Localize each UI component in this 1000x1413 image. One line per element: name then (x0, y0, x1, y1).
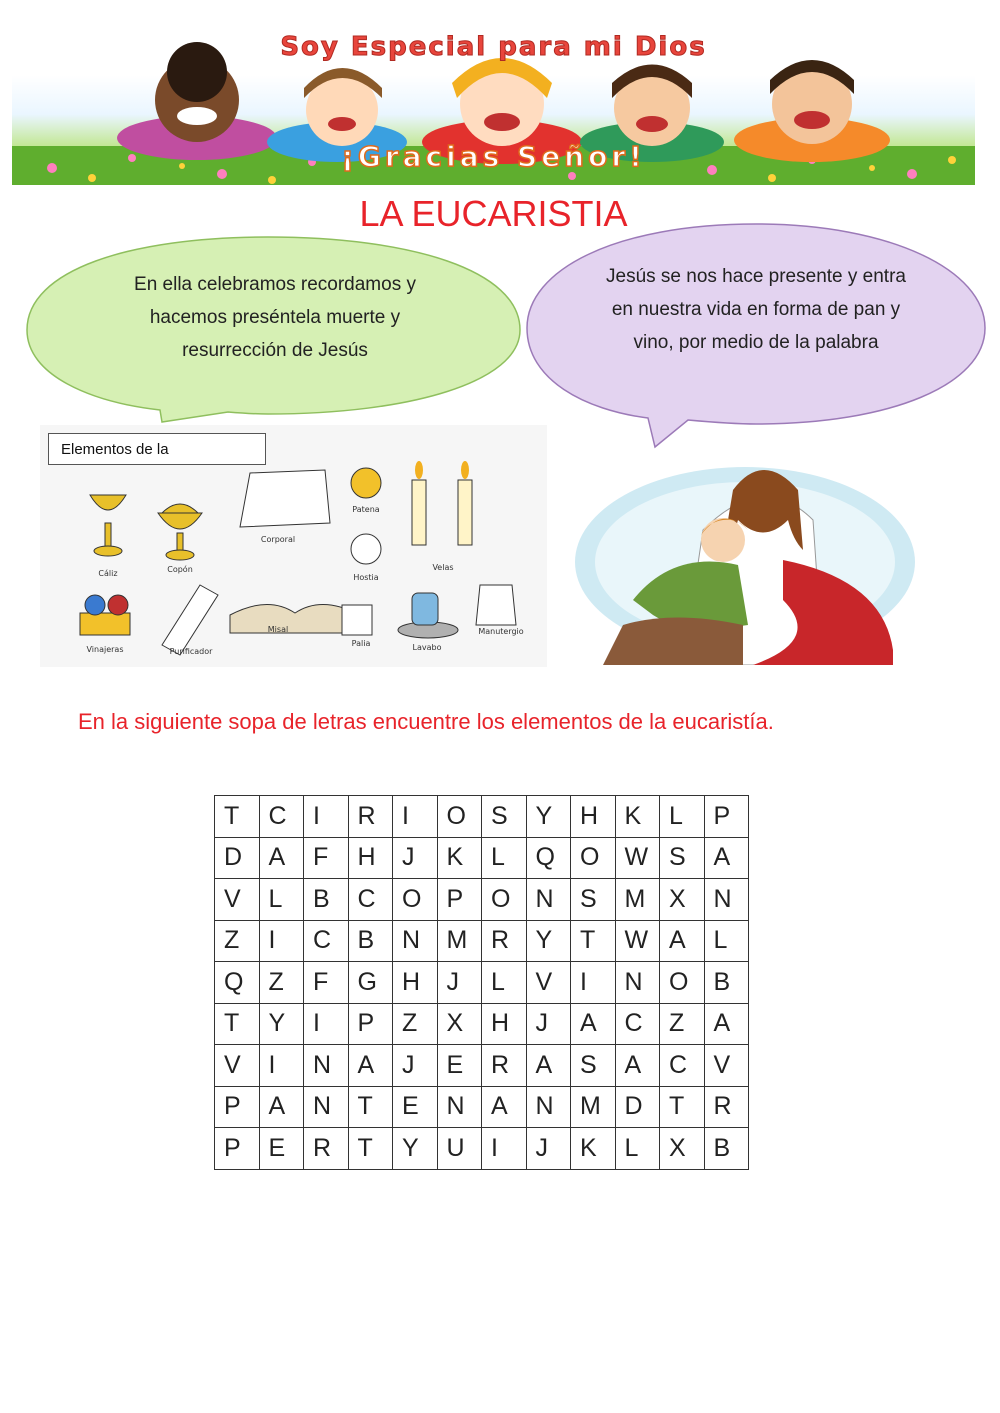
grid-cell[interactable]: I (304, 1003, 349, 1045)
grid-cell[interactable]: L (704, 920, 749, 962)
grid-cell[interactable]: N (304, 1045, 349, 1087)
grid-cell[interactable]: A (482, 1086, 527, 1128)
grid-cell[interactable]: J (393, 1045, 438, 1087)
grid-cell[interactable]: Z (393, 1003, 438, 1045)
grid-cell[interactable]: N (526, 879, 571, 921)
grid-row (215, 796, 749, 838)
grid-cell[interactable]: A (704, 837, 749, 879)
grid-cell[interactable]: Z (259, 962, 304, 1004)
grid-cell[interactable]: P (437, 879, 482, 921)
grid-cell[interactable]: B (704, 962, 749, 1004)
grid-cell[interactable]: A (615, 1045, 660, 1087)
grid-cell[interactable]: J (437, 962, 482, 1004)
grid-cell[interactable]: S (482, 796, 527, 838)
bubble-left-text: En ella celebramos recordamos y hacemos preséntela muerte y resurrección de Jesús (134, 274, 416, 361)
grid-cell[interactable]: R (482, 1045, 527, 1087)
jesus-hugging-child-image (563, 450, 927, 665)
candle-icon (458, 480, 472, 545)
grid-row (215, 962, 749, 1004)
grid-cell[interactable]: O (482, 879, 527, 921)
grid-cell[interactable]: I (393, 796, 438, 838)
item-label: Patena (352, 505, 380, 514)
grid-cell[interactable]: Q (215, 962, 260, 1004)
grid-cell[interactable]: M (571, 1086, 616, 1128)
item-label: Cáliz (98, 569, 118, 578)
grid-cell[interactable]: X (660, 1128, 705, 1170)
grid-cell[interactable]: O (437, 796, 482, 838)
ciborium-icon (158, 513, 202, 529)
grid-cell[interactable]: Y (526, 920, 571, 962)
grid-row (215, 920, 749, 962)
grid-cell[interactable]: A (259, 837, 304, 879)
grid-cell[interactable]: S (660, 837, 705, 879)
grid-cell[interactable]: T (348, 1086, 393, 1128)
host-icon (351, 534, 381, 564)
grid-row (215, 879, 749, 921)
grid-cell[interactable]: L (615, 1128, 660, 1170)
cruets-icon (80, 613, 130, 635)
grid-cell[interactable]: M (437, 920, 482, 962)
grid-cell[interactable]: T (660, 1086, 705, 1128)
grid-cell[interactable]: V (215, 879, 260, 921)
candle-icon (412, 480, 426, 545)
grid-cell[interactable]: R (482, 920, 527, 962)
banner-heading: Soy Especial para mi Dios (280, 32, 707, 62)
grid-cell[interactable]: U (437, 1128, 482, 1170)
grid-cell[interactable]: K (571, 1128, 616, 1170)
grid-row (215, 1128, 749, 1170)
grid-cell[interactable]: N (704, 879, 749, 921)
grid-cell[interactable]: B (304, 879, 349, 921)
word-search-grid (214, 795, 749, 1170)
grid-cell[interactable]: V (526, 962, 571, 1004)
grid-cell[interactable]: C (259, 796, 304, 838)
grid-cell[interactable]: L (482, 837, 527, 879)
grid-cell[interactable]: N (304, 1086, 349, 1128)
grid-cell[interactable]: A (259, 1086, 304, 1128)
corporal-icon (240, 470, 330, 527)
grid-cell[interactable]: O (393, 879, 438, 921)
grid-cell[interactable]: E (393, 1086, 438, 1128)
grid-cell[interactable]: C (660, 1045, 705, 1087)
grid-cell[interactable]: P (704, 796, 749, 838)
chalice-icon (90, 495, 126, 510)
pall-icon (342, 605, 372, 635)
elements-caption-box: Elementos de la (48, 433, 266, 465)
grid-row (215, 837, 749, 879)
grid-cell[interactable]: H (348, 837, 393, 879)
grid-cell[interactable]: O (660, 962, 705, 1004)
speech-bubbles (0, 0, 1000, 460)
grid-cell[interactable]: A (348, 1045, 393, 1087)
grid-cell[interactable]: A (660, 920, 705, 962)
grid-cell[interactable]: I (259, 1045, 304, 1087)
grid-cell[interactable]: T (215, 1003, 260, 1045)
grid-cell[interactable]: P (215, 1086, 260, 1128)
grid-cell[interactable]: S (571, 879, 616, 921)
grid-cell[interactable]: Y (393, 1128, 438, 1170)
grid-cell[interactable]: D (615, 1086, 660, 1128)
grid-cell[interactable]: E (437, 1045, 482, 1087)
grid-cell[interactable]: I (571, 962, 616, 1004)
grid-cell[interactable]: C (348, 879, 393, 921)
item-label: Vinajeras (86, 645, 124, 654)
grid-cell[interactable]: V (704, 1045, 749, 1087)
grid-row (215, 1086, 749, 1128)
grid-cell[interactable]: J (526, 1128, 571, 1170)
grid-cell[interactable]: L (482, 962, 527, 1004)
purificator-icon (162, 585, 218, 655)
grid-cell[interactable]: F (304, 962, 349, 1004)
grid-row (215, 1003, 749, 1045)
grid-cell[interactable]: Z (215, 920, 260, 962)
grid-row (215, 1045, 749, 1087)
grid-cell[interactable]: G (348, 962, 393, 1004)
grid-cell[interactable]: E (259, 1128, 304, 1170)
grid-cell[interactable]: X (437, 1003, 482, 1045)
item-label: Purificador (169, 647, 213, 656)
manuterge-icon (476, 585, 516, 625)
grid-cell[interactable]: I (304, 796, 349, 838)
grid-cell[interactable]: M (615, 879, 660, 921)
grid-cell[interactable]: F (304, 837, 349, 879)
grid-cell[interactable]: B (704, 1128, 749, 1170)
grid-cell[interactable]: H (393, 962, 438, 1004)
grid-cell[interactable]: L (660, 796, 705, 838)
grid-cell[interactable]: N (437, 1086, 482, 1128)
grid-cell[interactable]: R (348, 796, 393, 838)
grid-cell[interactable]: A (526, 1045, 571, 1087)
grid-cell[interactable]: V (215, 1045, 260, 1087)
grid-cell[interactable]: H (571, 796, 616, 838)
grid-cell[interactable]: A (571, 1003, 616, 1045)
grid-cell[interactable]: O (571, 837, 616, 879)
item-label: Copón (167, 565, 193, 574)
grid-cell[interactable]: I (259, 920, 304, 962)
item-label: Lavabo (412, 643, 442, 652)
grid-cell[interactable]: P (215, 1128, 260, 1170)
grid-cell[interactable]: T (348, 1128, 393, 1170)
grid-cell[interactable]: L (259, 879, 304, 921)
grid-cell[interactable]: C (615, 1003, 660, 1045)
grid-cell[interactable]: I (482, 1128, 527, 1170)
item-label: Velas (432, 563, 454, 572)
grid-cell[interactable]: N (615, 962, 660, 1004)
grid-cell[interactable]: N (393, 920, 438, 962)
grid-cell[interactable]: Q (526, 837, 571, 879)
item-label: Misal (267, 625, 289, 634)
grid-cell[interactable]: R (304, 1128, 349, 1170)
grid-cell[interactable]: D (215, 837, 260, 879)
bubble-right-text: Jesús se nos hace presente y entra en nuestra vida en forma de pan y vino, por medio de la palabra (606, 266, 906, 353)
grid-cell[interactable]: X (660, 879, 705, 921)
grid-cell[interactable]: Y (259, 1003, 304, 1045)
grid-cell[interactable]: R (704, 1086, 749, 1128)
item-label: Manutergio (478, 627, 524, 636)
grid-cell[interactable]: J (393, 837, 438, 879)
grid-cell[interactable]: W (615, 920, 660, 962)
grid-cell[interactable]: K (437, 837, 482, 879)
paten-icon (351, 468, 381, 498)
grid-cell[interactable]: S (571, 1045, 616, 1087)
grid-cell[interactable]: J (526, 1003, 571, 1045)
grid-cell[interactable]: N (526, 1086, 571, 1128)
grid-cell[interactable]: Z (660, 1003, 705, 1045)
grid-cell[interactable]: P (348, 1003, 393, 1045)
grid-cell[interactable]: C (304, 920, 349, 962)
item-label: Hostia (353, 573, 379, 582)
grid-cell[interactable]: T (571, 920, 616, 962)
page-title: LA EUCARISTIA (359, 193, 628, 234)
grid-cell[interactable]: A (704, 1003, 749, 1045)
banner-subheading: ¡Gracias Señor! (341, 140, 646, 173)
grid-cell[interactable]: Y (526, 796, 571, 838)
item-label: Corporal (260, 535, 296, 544)
grid-cell[interactable]: K (615, 796, 660, 838)
grid-cell[interactable]: W (615, 837, 660, 879)
grid-cell[interactable]: H (482, 1003, 527, 1045)
instruction-text: En la siguiente sopa de letras encuentre los elementos de la eucaristía. (78, 709, 774, 734)
item-label: Palia (351, 639, 371, 648)
grid-cell[interactable]: B (348, 920, 393, 962)
grid-cell[interactable]: T (215, 796, 260, 838)
